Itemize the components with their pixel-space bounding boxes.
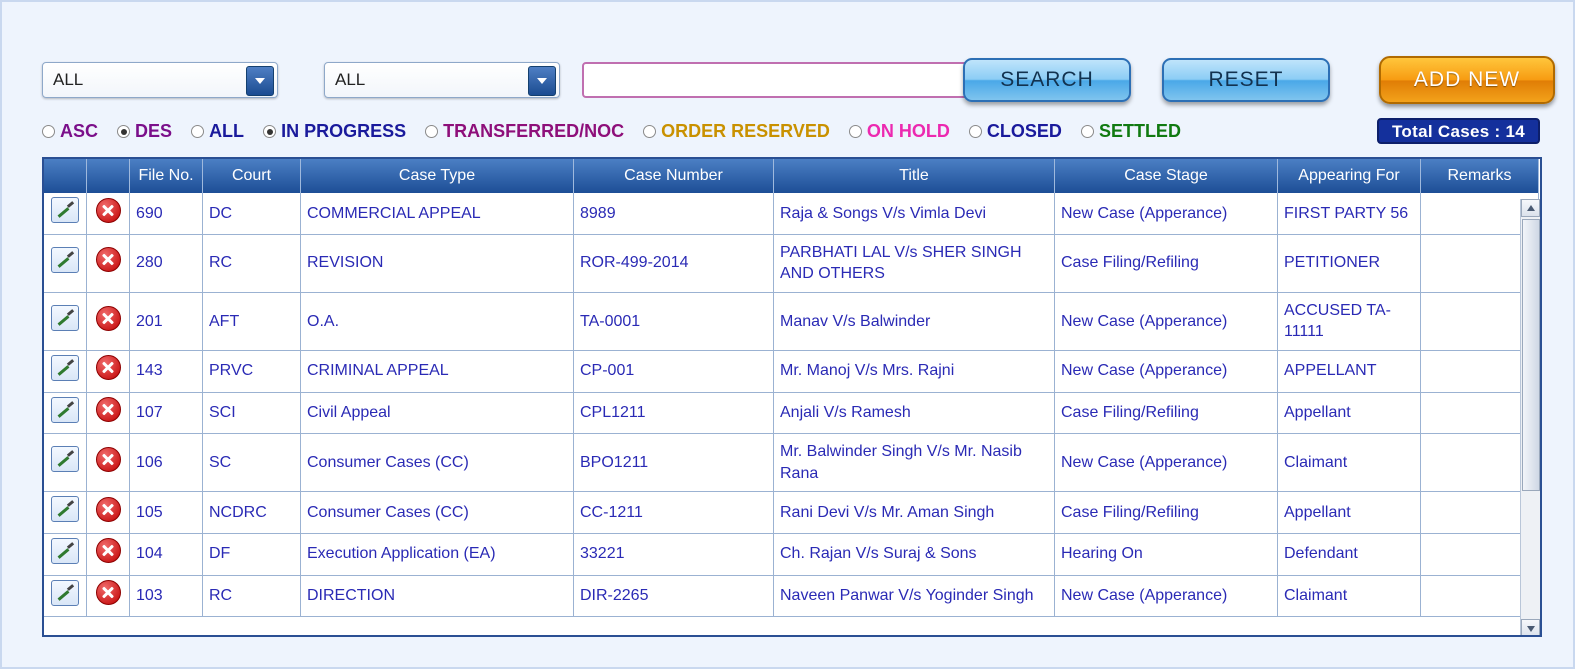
delete-icon[interactable] xyxy=(96,355,121,380)
radio-all[interactable] xyxy=(191,120,244,142)
edit-cell[interactable] xyxy=(44,350,87,392)
cell-court: RC xyxy=(203,234,301,292)
cases-table-body xyxy=(44,193,1539,617)
cell-case-type: COMMERCIAL APPEAL xyxy=(301,193,574,234)
delete-icon[interactable] xyxy=(96,538,121,563)
cell-case-number: ROR-499-2014 xyxy=(574,234,774,292)
cell-case-number: CPL1211 xyxy=(574,392,774,434)
col-appearing-for: Appearing For xyxy=(1278,159,1421,193)
radio-asc[interactable] xyxy=(42,120,98,142)
radio-on-hold[interactable] xyxy=(849,120,950,142)
cell-case-number: 8989 xyxy=(574,193,774,234)
scroll-down-icon[interactable] xyxy=(1521,619,1540,637)
col-title: Title xyxy=(774,159,1055,193)
cell-file-no: 107 xyxy=(130,392,203,434)
cell-case-type: O.A. xyxy=(301,292,574,350)
cell-court: RC xyxy=(203,575,301,617)
col-court: Court xyxy=(203,159,301,193)
radio-transferred-noc-dot[interactable] xyxy=(425,125,438,138)
cell-appearing-for: APPELLANT xyxy=(1278,350,1421,392)
radio-all-dot[interactable] xyxy=(191,125,204,138)
radio-des-dot[interactable] xyxy=(117,125,130,138)
edit-cell[interactable] xyxy=(44,492,87,534)
delete-cell[interactable] xyxy=(87,533,130,575)
radio-closed[interactable] xyxy=(969,120,1062,142)
cell-title: Anjali V/s Ramesh xyxy=(774,392,1055,434)
edit-icon[interactable] xyxy=(51,197,79,223)
cell-appearing-for: Defendant xyxy=(1278,533,1421,575)
cell-court: SC xyxy=(203,434,301,492)
add-new-button[interactable]: ADD NEW xyxy=(1379,56,1555,104)
cell-case-stage: New Case (Apperance) xyxy=(1055,434,1278,492)
chevron-down-icon[interactable] xyxy=(246,66,274,96)
cell-title: Mr. Balwinder Singh V/s Mr. Nasib Rana xyxy=(774,434,1055,492)
radio-on-hold-dot[interactable] xyxy=(849,125,862,138)
table-row xyxy=(44,434,1539,492)
col-case-type: Case Type xyxy=(301,159,574,193)
delete-cell[interactable] xyxy=(87,392,130,434)
chevron-down-icon[interactable] xyxy=(528,66,556,96)
cell-title: Raja & Songs V/s Vimla Devi xyxy=(774,193,1055,234)
cell-case-stage: New Case (Apperance) xyxy=(1055,350,1278,392)
radio-order-reserved[interactable] xyxy=(643,120,830,142)
edit-icon[interactable] xyxy=(51,538,79,564)
cell-court: PRVC xyxy=(203,350,301,392)
case-type-select[interactable] xyxy=(324,62,560,98)
cell-case-type: Civil Appeal xyxy=(301,392,574,434)
cell-title: Manav V/s Balwinder xyxy=(774,292,1055,350)
cell-appearing-for: Claimant xyxy=(1278,575,1421,617)
radio-des-label: DES xyxy=(135,121,173,142)
edit-icon[interactable] xyxy=(51,305,79,331)
delete-icon[interactable] xyxy=(96,306,121,331)
col-remarks: Remarks xyxy=(1421,159,1539,193)
delete-cell[interactable] xyxy=(87,350,130,392)
radio-in-progress-dot[interactable] xyxy=(263,125,276,138)
radio-order-reserved-label: ORDER RESERVED xyxy=(661,121,830,142)
cell-case-number: DIR-2265 xyxy=(574,575,774,617)
radio-order-reserved-dot[interactable] xyxy=(643,125,656,138)
cell-court: DF xyxy=(203,533,301,575)
radio-asc-label: ASC xyxy=(60,121,99,142)
delete-cell[interactable] xyxy=(87,234,130,292)
edit-cell[interactable] xyxy=(44,434,87,492)
cell-case-stage: New Case (Apperance) xyxy=(1055,575,1278,617)
edit-cell[interactable] xyxy=(44,533,87,575)
table-header-row xyxy=(44,159,1539,193)
radio-asc-dot[interactable] xyxy=(42,125,55,138)
cases-table xyxy=(44,159,1539,617)
delete-icon[interactable] xyxy=(96,497,121,522)
radio-des[interactable] xyxy=(117,120,172,142)
delete-cell[interactable] xyxy=(87,434,130,492)
cell-case-type: DIRECTION xyxy=(301,575,574,617)
cell-file-no: 690 xyxy=(130,193,203,234)
table-row xyxy=(44,533,1539,575)
col-delete xyxy=(87,159,130,193)
radio-in-progress[interactable] xyxy=(263,120,406,142)
reset-button[interactable]: RESET xyxy=(1162,58,1330,102)
cell-court: AFT xyxy=(203,292,301,350)
col-file-no: File No. xyxy=(130,159,203,193)
radio-in-progress-label: IN PROGRESS xyxy=(281,121,407,142)
cell-case-number: 33221 xyxy=(574,533,774,575)
cell-title: Mr. Manoj V/s Mrs. Rajni xyxy=(774,350,1055,392)
cell-title: PARBHATI LAL V/s SHER SINGH AND OTHERS xyxy=(774,234,1055,292)
delete-cell[interactable] xyxy=(87,292,130,350)
delete-icon[interactable] xyxy=(96,447,121,472)
cases-table-container xyxy=(42,157,1542,637)
radio-settled-label: SETTLED xyxy=(1098,121,1181,142)
delete-cell[interactable] xyxy=(87,492,130,534)
scroll-up-icon[interactable] xyxy=(1521,199,1540,217)
vertical-scrollbar[interactable] xyxy=(1520,199,1540,637)
delete-icon[interactable] xyxy=(96,397,121,422)
cell-appearing-for: PETITIONER xyxy=(1278,234,1421,292)
court-select-value: ALL xyxy=(53,70,84,89)
cell-case-type: Consumer Cases (CC) xyxy=(301,434,574,492)
edit-icon[interactable] xyxy=(51,496,79,522)
search-input[interactable] xyxy=(582,62,980,98)
edit-cell[interactable] xyxy=(44,292,87,350)
delete-icon[interactable] xyxy=(96,247,121,272)
cell-court: DC xyxy=(203,193,301,234)
filter-toolbar xyxy=(42,62,1542,108)
radio-all-label: ALL xyxy=(209,121,245,142)
case-type-select-value: ALL xyxy=(335,70,366,89)
cell-appearing-for: Appellant xyxy=(1278,492,1421,534)
search-button[interactable]: SEARCH xyxy=(963,58,1131,102)
table-row xyxy=(44,392,1539,434)
edit-cell[interactable] xyxy=(44,193,87,234)
cell-case-stage: Hearing On xyxy=(1055,533,1278,575)
cell-case-type: REVISION xyxy=(301,234,574,292)
col-edit xyxy=(44,159,87,193)
cell-file-no: 104 xyxy=(130,533,203,575)
cell-appearing-for: Appellant xyxy=(1278,392,1421,434)
edit-cell[interactable] xyxy=(44,234,87,292)
delete-cell[interactable] xyxy=(87,575,130,617)
table-row xyxy=(44,350,1539,392)
cell-case-number: CP-001 xyxy=(574,350,774,392)
cell-case-number: BPO1211 xyxy=(574,434,774,492)
delete-icon[interactable] xyxy=(96,580,121,605)
cell-file-no: 103 xyxy=(130,575,203,617)
total-cases-badge: Total Cases : 14 xyxy=(1377,118,1540,144)
radio-on-hold-label: ON HOLD xyxy=(866,121,950,142)
edit-icon[interactable] xyxy=(51,446,79,472)
radio-transferred-noc[interactable] xyxy=(425,120,624,142)
col-case-number: Case Number xyxy=(574,159,774,193)
radio-settled[interactable] xyxy=(1081,120,1181,142)
table-row xyxy=(44,575,1539,617)
cell-court: NCDRC xyxy=(203,492,301,534)
cell-case-type: Consumer Cases (CC) xyxy=(301,492,574,534)
cell-case-stage: Case Filing/Refiling xyxy=(1055,234,1278,292)
cell-title: Ch. Rajan V/s Suraj & Sons xyxy=(774,533,1055,575)
edit-icon[interactable] xyxy=(51,247,79,273)
cell-case-type: Execution Application (EA) xyxy=(301,533,574,575)
scrollbar-thumb[interactable] xyxy=(1522,219,1540,491)
delete-cell[interactable] xyxy=(87,193,130,234)
table-row xyxy=(44,492,1539,534)
table-row xyxy=(44,234,1539,292)
table-row xyxy=(44,193,1539,234)
cell-case-stage: Case Filing/Refiling xyxy=(1055,392,1278,434)
edit-cell[interactable] xyxy=(44,575,87,617)
cell-case-type: CRIMINAL APPEAL xyxy=(301,350,574,392)
delete-icon[interactable] xyxy=(96,198,121,223)
court-select[interactable] xyxy=(42,62,278,98)
cell-case-stage: Case Filing/Refiling xyxy=(1055,492,1278,534)
cell-court: SCI xyxy=(203,392,301,434)
cell-case-number: TA-0001 xyxy=(574,292,774,350)
radio-closed-dot[interactable] xyxy=(969,125,982,138)
radio-closed-label: CLOSED xyxy=(986,121,1062,142)
cell-appearing-for: FIRST PARTY 56 xyxy=(1278,193,1421,234)
cell-appearing-for: ACCUSED TA-11111 xyxy=(1278,292,1421,350)
radio-transferred-noc-label: TRANSFERRED/NOC xyxy=(443,121,625,142)
edit-icon[interactable] xyxy=(51,397,79,423)
cell-title: Naveen Panwar V/s Yoginder Singh xyxy=(774,575,1055,617)
edit-cell[interactable] xyxy=(44,392,87,434)
cell-file-no: 201 xyxy=(130,292,203,350)
filter-radio-row xyxy=(42,120,1442,146)
table-row xyxy=(44,292,1539,350)
edit-icon[interactable] xyxy=(51,355,79,381)
cell-appearing-for: Claimant xyxy=(1278,434,1421,492)
cell-title: Rani Devi V/s Mr. Aman Singh xyxy=(774,492,1055,534)
edit-icon[interactable] xyxy=(51,580,79,606)
cell-case-stage: New Case (Apperance) xyxy=(1055,193,1278,234)
cell-file-no: 280 xyxy=(130,234,203,292)
col-case-stage: Case Stage xyxy=(1055,159,1278,193)
cell-case-number: CC-1211 xyxy=(574,492,774,534)
radio-settled-dot[interactable] xyxy=(1081,125,1094,138)
cell-file-no: 143 xyxy=(130,350,203,392)
cell-file-no: 106 xyxy=(130,434,203,492)
cell-case-stage: New Case (Apperance) xyxy=(1055,292,1278,350)
cell-file-no: 105 xyxy=(130,492,203,534)
